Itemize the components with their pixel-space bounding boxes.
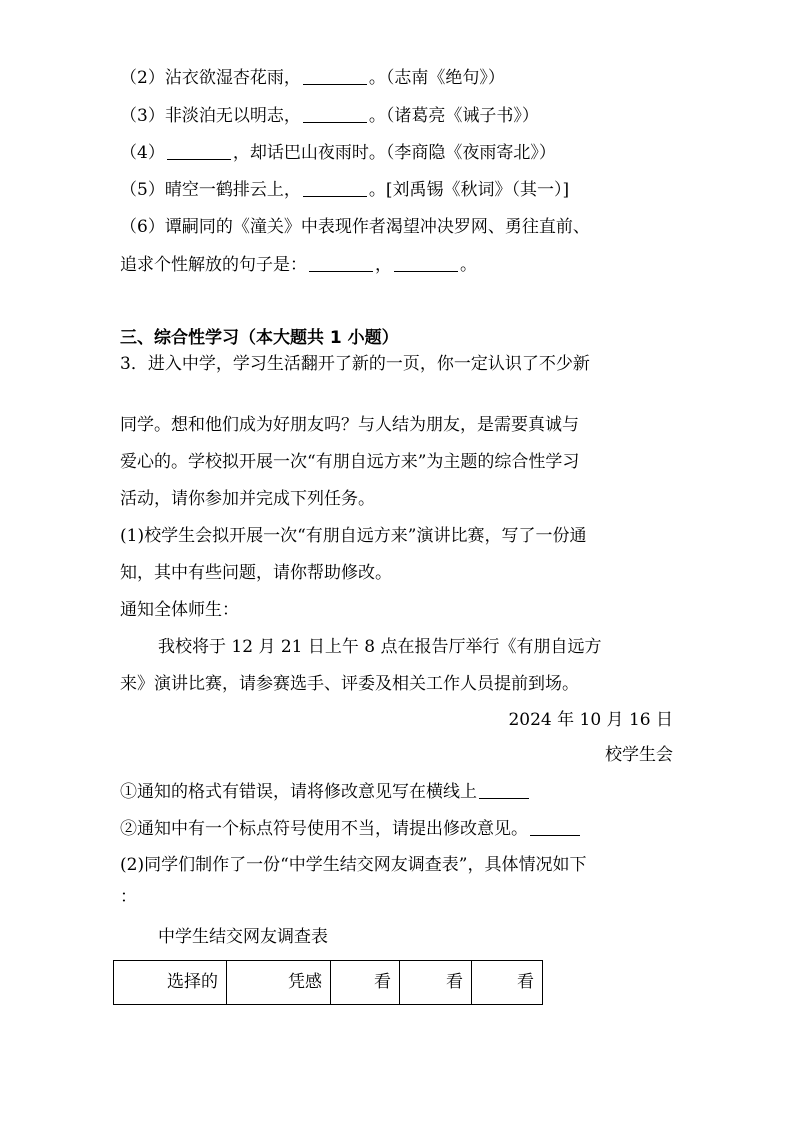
section-heading: 三、综合性学习（本大题共 1 小题） xyxy=(120,328,399,348)
task-2-line: (2)同学们制作了一份“中学生结交网友调查表”，具体情况如下 xyxy=(120,855,587,875)
question-3-line: 活动，请你参加并完成下列任务。 xyxy=(120,489,375,509)
notice-body-line: 来》演讲比赛，请参赛选手、评委及相关工作人员提前到场。 xyxy=(120,674,579,694)
table-cell: 看 xyxy=(331,961,400,1005)
poetry-item-3-suffix: 。（诸葛亮《诫子书》） xyxy=(368,106,539,126)
answer-blank[interactable] xyxy=(167,143,231,160)
table-cell: 选择的 xyxy=(114,961,227,1005)
poetry-item-4-suffix: ，却话巴山夜雨时。（李商隐《夜雨寄北》） xyxy=(232,143,556,163)
poetry-item-6-prefix: 追求个性解放的句子是： xyxy=(120,255,307,275)
poetry-item-4-prefix: （4） xyxy=(120,143,165,163)
poetry-item-5-prefix: （5）晴空一鹤排云上， xyxy=(120,180,301,200)
table-title: 中学生结交网友调查表 xyxy=(158,927,328,947)
answer-blank[interactable] xyxy=(303,180,367,197)
poetry-item-2 xyxy=(120,66,505,90)
task-1-line: 知，其中有些问题，请你帮助修改。 xyxy=(120,563,392,583)
answer-blank[interactable] xyxy=(303,68,367,85)
survey-table xyxy=(113,960,543,1005)
task-2-line2: ： xyxy=(120,887,137,907)
answer-blank[interactable] xyxy=(479,782,529,799)
poetry-item-6-sep: ， xyxy=(375,255,392,275)
notice-date: 2024 年 10 月 16 日 xyxy=(508,710,673,730)
poetry-item-6-line2 xyxy=(120,253,477,277)
poetry-item-6-end: 。 xyxy=(460,255,477,275)
poetry-item-3 xyxy=(120,104,539,128)
table-row xyxy=(114,961,543,1005)
answer-blank[interactable] xyxy=(303,106,367,123)
sub-question-1 xyxy=(120,780,531,804)
table-cell: 看 xyxy=(472,961,543,1005)
poetry-item-5 xyxy=(120,178,569,202)
poetry-item-3-prefix: （3）非淡泊无以明志， xyxy=(120,106,301,126)
notice-salutation: 通知全体师生： xyxy=(120,600,239,620)
question-3-line: 同学。想和他们成为好朋友吗？与人结为朋友，是需要真诚与 xyxy=(120,415,579,435)
task-1-line: (1)校学生会拟开展一次“有朋自远方来”演讲比赛，写了一份通 xyxy=(120,526,587,546)
poetry-item-5-suffix: 。[刘禹锡《秋词》（其一）] xyxy=(368,180,570,200)
question-3-line: 3．进入中学，学习生活翻开了新的一页，你一定认识了不少新 xyxy=(120,354,590,374)
answer-blank[interactable] xyxy=(530,819,580,836)
sub-question-2 xyxy=(120,817,582,841)
sub-question-1-text: ①通知的格式有错误，请将修改意见写在横线上 xyxy=(120,782,477,802)
sub-question-2-text: ②通知中有一个标点符号使用不当，请提出修改意见。 xyxy=(120,819,528,839)
answer-blank[interactable] xyxy=(309,255,373,272)
table-cell: 凭感 xyxy=(227,961,331,1005)
answer-blank[interactable] xyxy=(394,255,458,272)
poetry-item-2-suffix: 。（志南《绝句》） xyxy=(368,68,505,88)
table-cell: 看 xyxy=(400,961,472,1005)
notice-body-line: 我校将于 12 月 21 日上午 8 点在报告厅举行《有朋自远方 xyxy=(158,637,602,657)
poetry-item-2-prefix: （2）沾衣欲湿杏花雨， xyxy=(120,68,301,88)
poetry-item-4 xyxy=(120,141,556,165)
poetry-item-6-line1: （6）谭嗣同的《潼关》中表现作者渴望冲决罗网、勇往直前、 xyxy=(120,217,590,237)
question-3-line: 爱心的。学校拟开展一次“有朋自远方来”为主题的综合性学习 xyxy=(120,452,580,472)
notice-signer: 校学生会 xyxy=(605,745,673,765)
